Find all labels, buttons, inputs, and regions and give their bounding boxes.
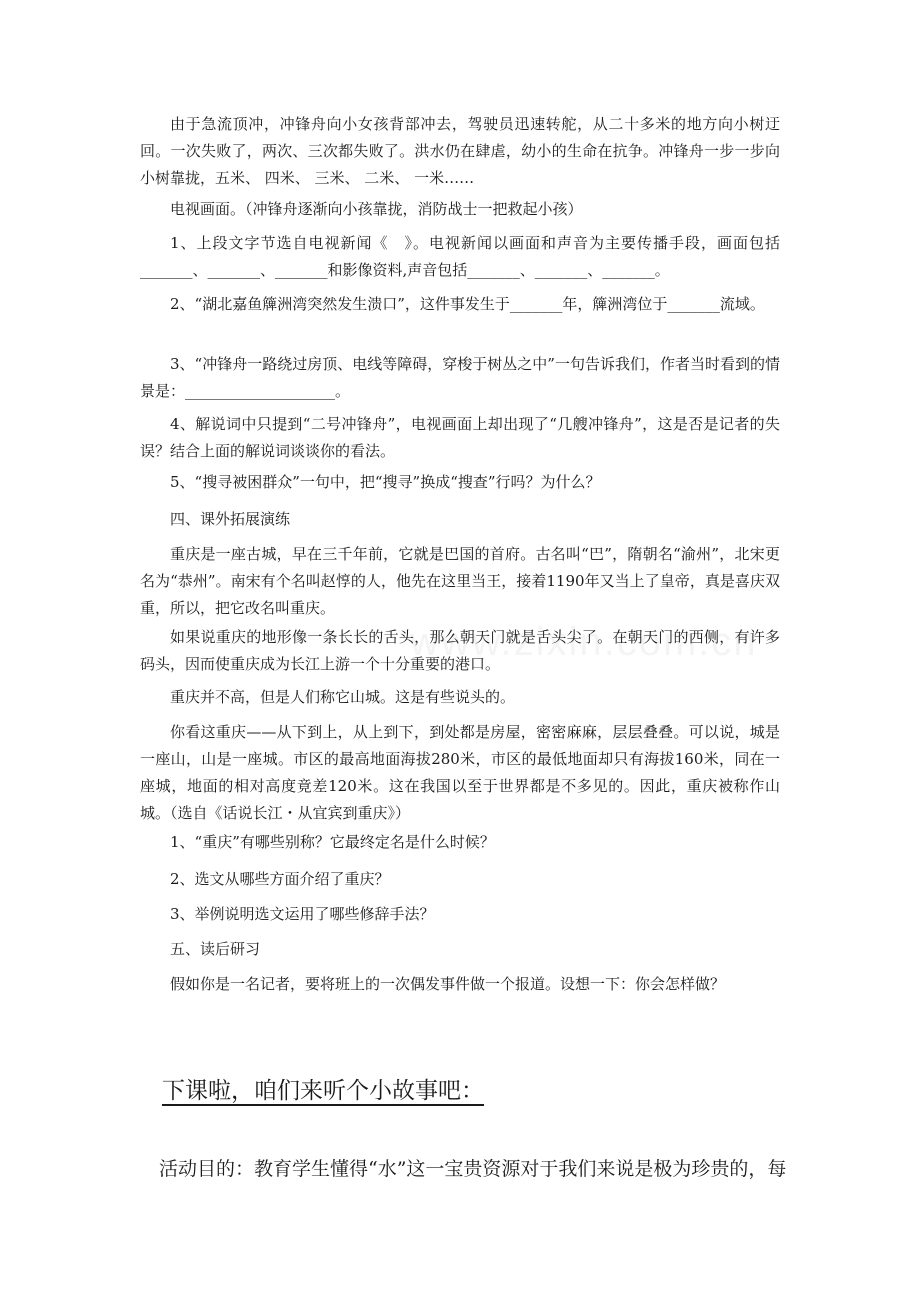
question-5: 5、“搜寻被困群众”一句中，把“搜寻”换成“搜查”行吗？为什么？ [170,473,601,491]
paragraph-chaotianmen: 如果说重庆的地形像一条长长的舌头，那么朝天门就是舌头尖了。在朝天门的西侧，有许多码头，因而使重庆成为长江上游一个十分重要的港口。 [140,628,780,673]
paragraph-tv-scene: 电视画面。（冲锋舟逐渐向小孩靠拢，消防战士一把救起小孩） [170,200,583,218]
section-heading-extension: 四、课外拓展演练 [170,510,291,528]
paragraph-chongqing-history: 重庆是一座古城，早在三千年前，它就是巴国的首府。古名叫“巴”，隋朝名“渝州”，北宋更名为“恭州”。南宋有个名叫赵惇的人，他先在这里当王，接着1190年又当上了皇帝，真是喜庆双重，所以，把它改名叫重庆。 [140,545,780,617]
activity-purpose: 活动目的：教育学生懂得“水”这一宝贵资源对于我们来说是极为珍贵的，每 [159,1158,787,1180]
paragraph-terrain: 你看这重庆——从下到上，从上到下，到处都是房屋，密密麻麻，层层叠叠。可以说，城是一座山，山是一座城。市区的最高地面海拔280米，市区的最低地面却只有海拔160米，同在一座城，地面的相对高度竟差120米。这在我国以至于世界都是不多见的。因此，重庆被称作山城。（选自《话说长江・从宜宾到重庆》） [140,723,780,822]
story-heading: 下课啦，咱们来听个小故事吧： [162,1078,484,1104]
question-2: 2、“湖北嘉鱼簰洲湾突然发生溃口”，这件事发生于_______年，簰洲湾位于_______流域。 [170,295,765,313]
question-chongqing-1: 1、“重庆”有哪些别称？它最终定名是什么时候？ [170,833,495,851]
paragraph-reporter-task: 假如你是一名记者，要将班上的一次偶发事件做一个报道。设想一下：你会怎样做？ [170,975,726,993]
question-chongqing-3: 3、举例说明选文运用了哪些修辞手法？ [170,905,435,923]
paragraph-mountain-city: 重庆并不高，但是人们称它山城。这是有些说头的。 [170,688,516,706]
paragraph-flood-rescue: 由于急流顶冲，冲锋舟向小女孩背部冲去，驾驶员迅速转舵，从二十多米的地方向小树迂回。一次失败了，两次、三次都失败了。洪水仍在肆虐，幼小的生命在抗争。冲锋舟一步一步向小树靠拢，五米、 四米、 三米、 二米、 一米…… [140,115,780,187]
section-heading-research: 五、读后研习 [170,940,261,958]
question-3: 3、“冲锋舟一路绕过房顶、电线等障碍，穿梭于树丛之中”一句告诉我们，作者当时看到的情景是：____________________。 [140,355,780,400]
question-chongqing-2: 2、选文从哪些方面介绍了重庆？ [170,870,390,888]
question-1: 1、上段文字节选自电视新闻《 》。电视新闻以画面和声音为主要传播手段，画面包括_______、_______、_______和影像资料,声音包括_______、_______、_______。 [140,234,780,279]
question-4: 4、解说词中只提到“二号冲锋舟”，电视画面上却出现了“几艘冲锋舟”，这是否是记者的失误？结合上面的解说词谈谈你的看法。 [140,415,780,460]
